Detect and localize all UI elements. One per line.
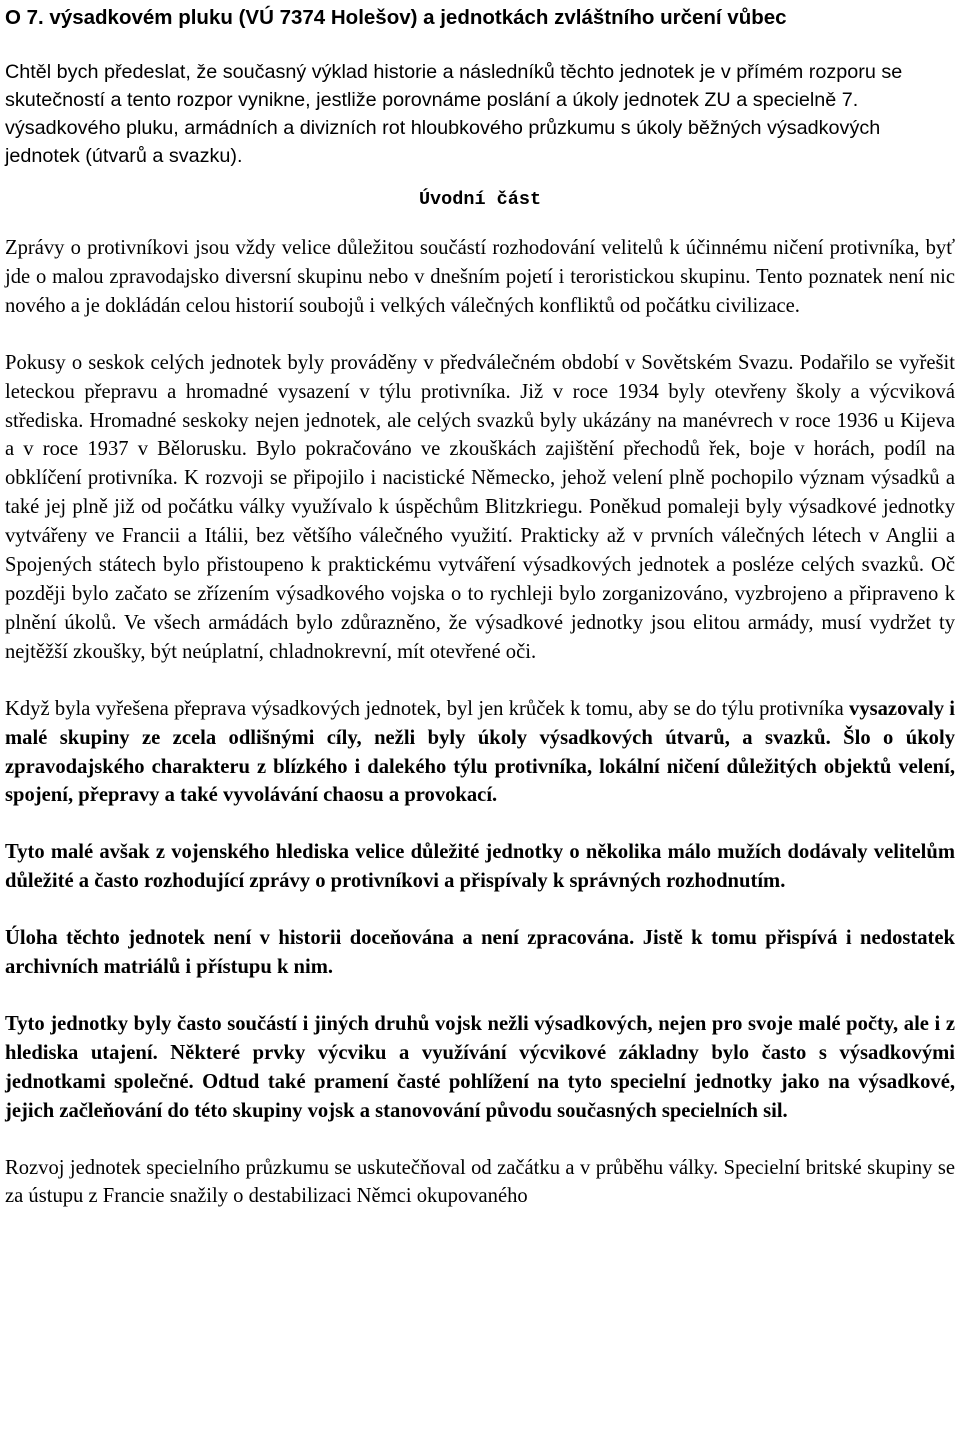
paragraph-5: Úloha těchto jednotek není v historii doceňována a není zpracována. Jistě k tomu přispívá i nedostatek archivních matriálů i přístupu k nim. (5, 927, 955, 979)
document-page (5, 0, 955, 1211)
paragraph-3-bold: vysazovaly i malé skupiny ze zcela odlišnými cíly, nežli byly úkoly výsadkových útvarů, a svazků. Šlo o úkoly zpravodajského charakteru z blízkého i dalekého týlu protivníka, lokální ničení důležitých objektů velení, spojení, přepravy a také vyvolávání chaosu a provokací. (5, 697, 955, 807)
paragraph-3 (5, 695, 955, 811)
document-heading: O 7. výsadkovém pluku (VÚ 7374 Holešov) a jednotkách zvláštního určení vůbec (5, 6, 787, 29)
paragraph-2: Pokusy o seskok celých jednotek byly prováděny v předválečném období v Sovětském Svazu. Podařilo se vyřešit leteckou přepravu a hromadné vysazení v týlu protivníka. Již v roce 1934 byly otevřeny školy a výcviková střediska. Hromadné seskoky nejen jednotek, ale celých svazků byly ukázány na manévrech v roce 1936 u Kijeva a v roce 1937 v Bělorusku. Bylo pokračováno ve zkouškách zajištění přechodů řek, boje v horách, podíl na obklíčení protivníka. K rozvoji se připojilo i nacistické Německo, jehož velení plně pochopilo význam výsadků a také jej plně již od počátku války využívalo k úspěchům Blitzkriegu. Poněkud pomaleji byly výsadkové jednotky vytvářeny ve Francii a Itálii, bez většího válečného využití. Prakticky až v prvních válečných létech v Anglii a Spojených státech bylo přistoupeno k praktickému vytváření výsadkových jednotek a posléze celých svazků. Oč později bylo začato se zřízením výsadkového vojska o to rychleji bylo zorganizováno, vyzbrojeno a připraveno k plnění úkolů. Ve všech armádách bylo zdůrazněno, že výsadkové jednotky jsou elitou armády, musí vydržet ty nejtěžší zkoušky, být neúplatní, chladnokrevní, mít otevřené oči. (5, 351, 955, 663)
paragraph-4: Tyto malé avšak z vojenského hlediska velice důležité jednotky o několika málo mužích dodávaly velitelům důležité a často rozhodující zprávy o protivníkovi a přispívaly k správných rozhodnutím. (5, 841, 955, 893)
paragraph-6: Tyto jednotky byly často součástí i jiných druhů vojsk nežli výsadkových, nejen pro svoje malé počty, ale i z hlediska utajení. Některé prvky výcviku a využívání výcvikové základny bylo často s výsadkovými jednotkami společné. Odtud také pramení časté pohlížení na tyto specielní jednotky jako na výsadkové, jejich začleňování do této skupiny vojsk a stanovování původu současných specielních sil. (5, 1012, 955, 1122)
paragraph-1: Zprávy o protivníkovi jsou vždy velice důležitou součástí rozhodování velitelů k účinnému ničení protivníka, byť jde o malou zpravodajsko diversní skupinu nebo v dnešním pojetí i teroristickou skupinu. Tento poznatek není nic nového a je dokládán celou historií soubojů i velkých válečných konfliktů od počátku civilizace. (5, 237, 955, 317)
intro-paragraph: Chtěl bych předeslat, že současný výklad historie a následníků těchto jednotek je v přímém rozporu se skutečností a tento rozpor vynikne, jestliže porovnáme poslání a úkoly jednotek ZU a specielně 7. výsadkového pluku, armádních a divizních rot hloubkového průzkumu s úkoly běžných výsadkových jednotek (útvarů a svazku). (5, 61, 903, 167)
section-title: Úvodní část (418, 189, 542, 210)
paragraph-3-normal: Když byla vyřešena přeprava výsadkových jednotek, byl jen krůček k tomu, aby se do týlu protivníka (5, 697, 850, 720)
paragraph-7: Rozvoj jednotek specielního průzkumu se uskutečňoval od začátku a v průběhu války. Specielní britské skupiny se za ústupu z Francie snažily o destabilizaci Němci okupovaného (5, 1156, 955, 1208)
